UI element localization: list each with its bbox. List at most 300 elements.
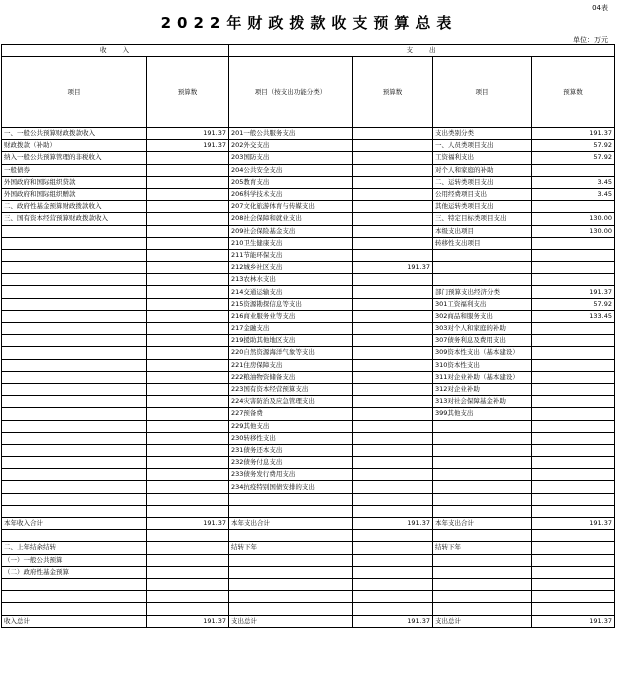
amount-cell: [353, 188, 433, 200]
item-cell: [433, 444, 532, 456]
table-row: [2, 128, 615, 140]
amount-cell: [353, 140, 433, 152]
amount-cell: [147, 310, 229, 322]
item-cell: 216商业服务业等支出: [229, 310, 353, 322]
table-row: [2, 371, 615, 383]
item-cell: 本年支出合计: [433, 518, 532, 530]
table-row: [2, 444, 615, 456]
item-cell: [433, 578, 532, 590]
amount-cell: [532, 457, 615, 469]
amount-cell: [353, 444, 433, 456]
amount-cell: [532, 530, 615, 542]
item-cell: [433, 603, 532, 615]
item-cell: [433, 530, 532, 542]
table-row: [2, 213, 615, 225]
item-cell: [433, 493, 532, 505]
table-row: [2, 432, 615, 444]
item-cell: [433, 566, 532, 578]
item-cell: [229, 493, 353, 505]
amount-cell: 191.37: [147, 615, 229, 627]
amount-cell: [147, 286, 229, 298]
amount-cell: [532, 164, 615, 176]
item-cell: 支出类别分类: [433, 128, 532, 140]
item-cell: 部门预算支出经济分类: [433, 286, 532, 298]
col-header-item3: 项目: [433, 57, 532, 128]
amount-cell: [532, 201, 615, 213]
item-cell: [2, 286, 147, 298]
item-cell: [2, 457, 147, 469]
table-row: [2, 323, 615, 335]
amount-cell: [147, 396, 229, 408]
amount-cell: [353, 164, 433, 176]
amount-cell: [147, 359, 229, 371]
amount-cell: [353, 591, 433, 603]
item-cell: [433, 591, 532, 603]
item-cell: [2, 335, 147, 347]
table-row: [2, 237, 615, 249]
amount-cell: [353, 286, 433, 298]
amount-cell: [353, 396, 433, 408]
amount-cell: [353, 213, 433, 225]
item-cell: 204公共安全支出: [229, 164, 353, 176]
amount-cell: [147, 371, 229, 383]
table-row: [2, 603, 615, 615]
item-cell: 二、上年结余结转: [2, 542, 147, 554]
amount-cell: [353, 469, 433, 481]
item-cell: [229, 578, 353, 590]
item-cell: 301工资福利支出: [433, 298, 532, 310]
item-cell: 215资源勘探信息等支出: [229, 298, 353, 310]
table-row: [2, 140, 615, 152]
item-cell: 本级支出项目: [433, 225, 532, 237]
table-row: [2, 335, 615, 347]
item-cell: 二、运转类项目支出: [433, 176, 532, 188]
item-cell: 231债务还本支出: [229, 444, 353, 456]
budget-table: [1, 44, 615, 628]
item-cell: [2, 310, 147, 322]
amount-cell: [353, 347, 433, 359]
amount-cell: [353, 493, 433, 505]
item-cell: 213农林水支出: [229, 274, 353, 286]
table-row: [2, 420, 615, 432]
table-row: [2, 615, 615, 627]
amount-cell: [532, 481, 615, 493]
amount-cell: [147, 469, 229, 481]
item-cell: 209社会保险基金支出: [229, 225, 353, 237]
amount-cell: [147, 530, 229, 542]
item-cell: 外国政府和国际组织赠款: [2, 188, 147, 200]
item-cell: 234抗疫特别国债安排的支出: [229, 481, 353, 493]
table-row: [2, 578, 615, 590]
amount-cell: [353, 603, 433, 615]
item-cell: 222粮油物资储备支出: [229, 371, 353, 383]
amount-cell: [147, 566, 229, 578]
table-row: [2, 249, 615, 261]
amount-cell: [147, 274, 229, 286]
item-cell: 208社会保障和就业支出: [229, 213, 353, 225]
item-cell: 207文化旅游体育与传媒支出: [229, 201, 353, 213]
item-cell: 302商品和服务支出: [433, 310, 532, 322]
item-cell: 财政拨款（补助）: [2, 140, 147, 152]
item-cell: 303对个人和家庭的补助: [433, 323, 532, 335]
amount-cell: [532, 578, 615, 590]
item-cell: [2, 530, 147, 542]
amount-cell: [532, 603, 615, 615]
amount-cell: [353, 505, 433, 517]
amount-cell: [353, 274, 433, 286]
item-cell: 三、特定目标类项目支出: [433, 213, 532, 225]
table-row: [2, 505, 615, 517]
amount-cell: [532, 542, 615, 554]
amount-cell: [147, 201, 229, 213]
amount-cell: [353, 371, 433, 383]
item-cell: [2, 237, 147, 249]
amount-cell: [532, 554, 615, 566]
item-cell: [433, 481, 532, 493]
table-row: [2, 225, 615, 237]
amount-cell: [147, 213, 229, 225]
item-cell: 结转下年: [433, 542, 532, 554]
item-cell: [433, 274, 532, 286]
item-cell: [433, 262, 532, 274]
table-row: [2, 176, 615, 188]
amount-cell: 191.37: [147, 140, 229, 152]
item-cell: 公用经费项目支出: [433, 188, 532, 200]
amount-cell: [147, 237, 229, 249]
item-cell: 310资本性支出: [433, 359, 532, 371]
amount-cell: [532, 237, 615, 249]
amount-cell: [353, 201, 433, 213]
table-code: 04表: [592, 4, 608, 12]
amount-cell: [532, 469, 615, 481]
item-cell: 221住房保障支出: [229, 359, 353, 371]
item-cell: 307债务利息及费用支出: [433, 335, 532, 347]
item-cell: 223国有资本经营预算支出: [229, 383, 353, 395]
amount-cell: [353, 335, 433, 347]
item-cell: 本年支出合计: [229, 518, 353, 530]
amount-cell: [147, 432, 229, 444]
item-cell: 结转下年: [229, 542, 353, 554]
table-row: [2, 298, 615, 310]
item-cell: [229, 554, 353, 566]
item-cell: [2, 371, 147, 383]
amount-cell: 130.00: [532, 213, 615, 225]
amount-cell: 191.37: [532, 518, 615, 530]
col-header-budget: 预算数: [147, 57, 229, 128]
item-cell: [2, 225, 147, 237]
amount-cell: [532, 432, 615, 444]
amount-cell: [353, 408, 433, 420]
amount-cell: [147, 505, 229, 517]
amount-cell: 130.00: [532, 225, 615, 237]
amount-cell: 191.37: [532, 615, 615, 627]
amount-cell: 57.92: [532, 140, 615, 152]
table-row: [2, 542, 615, 554]
item-cell: 201一般公共服务支出: [229, 128, 353, 140]
amount-cell: [147, 298, 229, 310]
table-row: [2, 396, 615, 408]
item-cell: [2, 249, 147, 261]
item-cell: [433, 457, 532, 469]
item-cell: [2, 591, 147, 603]
amount-cell: [353, 225, 433, 237]
amount-cell: [147, 383, 229, 395]
item-cell: 212城乡社区支出: [229, 262, 353, 274]
item-cell: 三、国有资本经营预算财政拨款收入: [2, 213, 147, 225]
item-cell: [2, 578, 147, 590]
amount-cell: [147, 176, 229, 188]
amount-cell: [532, 383, 615, 395]
section-header-row: [2, 45, 615, 57]
item-cell: （一）一般公共预算: [2, 554, 147, 566]
amount-cell: 191.37: [353, 262, 433, 274]
amount-cell: [147, 164, 229, 176]
col-header-budget2: 预算数: [353, 57, 433, 128]
amount-cell: [353, 383, 433, 395]
amount-cell: [532, 566, 615, 578]
amount-cell: [147, 444, 229, 456]
amount-cell: [147, 262, 229, 274]
amount-cell: [147, 249, 229, 261]
item-cell: 217金融支出: [229, 323, 353, 335]
amount-cell: [353, 554, 433, 566]
amount-cell: [353, 359, 433, 371]
item-cell: 205教育支出: [229, 176, 353, 188]
amount-cell: 191.37: [532, 128, 615, 140]
amount-cell: [353, 457, 433, 469]
amount-cell: [353, 542, 433, 554]
item-cell: 支出总计: [433, 615, 532, 627]
item-cell: 311对企业补助（基本建设）: [433, 371, 532, 383]
amount-cell: 191.37: [353, 518, 433, 530]
item-cell: [2, 469, 147, 481]
amount-cell: [353, 481, 433, 493]
amount-cell: 191.37: [147, 518, 229, 530]
item-cell: [433, 420, 532, 432]
item-cell: 312对企业补助: [433, 383, 532, 395]
amount-cell: [532, 420, 615, 432]
income-section-header: 收 入: [2, 45, 229, 57]
amount-cell: [147, 457, 229, 469]
table-row: [2, 481, 615, 493]
amount-cell: [147, 152, 229, 164]
item-cell: [229, 530, 353, 542]
table-row: [2, 408, 615, 420]
item-cell: 支出总计: [229, 615, 353, 627]
table-row: [2, 310, 615, 322]
amount-cell: [532, 359, 615, 371]
item-cell: 本年收入合计: [2, 518, 147, 530]
table-row: [2, 457, 615, 469]
item-cell: 211节能环保支出: [229, 249, 353, 261]
unit-label: 单位：万元: [573, 36, 608, 44]
item-cell: [433, 432, 532, 444]
table-row: [2, 152, 615, 164]
amount-cell: [532, 249, 615, 261]
amount-cell: [532, 371, 615, 383]
item-cell: 收入总计: [2, 615, 147, 627]
amount-cell: [147, 542, 229, 554]
amount-cell: [147, 420, 229, 432]
amount-cell: [147, 335, 229, 347]
item-cell: 二、政府性基金预算财政拨款收入: [2, 201, 147, 213]
item-cell: 399其他支出: [433, 408, 532, 420]
item-cell: [433, 554, 532, 566]
amount-cell: [532, 274, 615, 286]
amount-cell: [147, 554, 229, 566]
item-cell: [433, 469, 532, 481]
amount-cell: [532, 505, 615, 517]
item-cell: 一、人员类项目支出: [433, 140, 532, 152]
amount-cell: 57.92: [532, 298, 615, 310]
amount-cell: [532, 335, 615, 347]
table-row: [2, 518, 615, 530]
item-cell: [2, 274, 147, 286]
amount-cell: [353, 298, 433, 310]
table-row: [2, 286, 615, 298]
amount-cell: [532, 493, 615, 505]
item-cell: [433, 249, 532, 261]
item-cell: 其他运转类项目支出: [433, 201, 532, 213]
table-row: [2, 493, 615, 505]
item-cell: [2, 505, 147, 517]
amount-cell: [353, 152, 433, 164]
item-cell: 313对社会保障基金补助: [433, 396, 532, 408]
amount-cell: 3.45: [532, 188, 615, 200]
item-cell: 219援助其他地区支出: [229, 335, 353, 347]
item-cell: [2, 493, 147, 505]
item-cell: [2, 323, 147, 335]
amount-cell: [147, 188, 229, 200]
col-header-budget3: 预算数: [532, 57, 615, 128]
amount-cell: [532, 591, 615, 603]
item-cell: 对个人和家庭的补助: [433, 164, 532, 176]
amount-cell: [353, 566, 433, 578]
col-header-func-item: 项目（按支出功能分类）: [229, 57, 353, 128]
table-row: [2, 201, 615, 213]
item-cell: 229其他支出: [229, 420, 353, 432]
item-cell: [433, 505, 532, 517]
item-cell: [2, 481, 147, 493]
amount-cell: [353, 128, 433, 140]
column-header-row: [2, 57, 615, 128]
table-row: [2, 530, 615, 542]
table-row: [2, 591, 615, 603]
item-cell: 224灾害防治及应急管理支出: [229, 396, 353, 408]
amount-cell: [147, 323, 229, 335]
amount-cell: [147, 481, 229, 493]
item-cell: [2, 396, 147, 408]
amount-cell: 133.45: [532, 310, 615, 322]
amount-cell: [353, 578, 433, 590]
amount-cell: [353, 310, 433, 322]
amount-cell: 191.37: [353, 615, 433, 627]
item-cell: [2, 432, 147, 444]
item-cell: 220自然资源海洋气象等支出: [229, 347, 353, 359]
item-cell: [2, 408, 147, 420]
item-cell: 230转移性支出: [229, 432, 353, 444]
item-cell: 203国防支出: [229, 152, 353, 164]
amount-cell: [532, 347, 615, 359]
item-cell: [229, 603, 353, 615]
item-cell: （二）政府性基金预算: [2, 566, 147, 578]
item-cell: 233债务发行费用支出: [229, 469, 353, 481]
amount-cell: [353, 432, 433, 444]
item-cell: [2, 298, 147, 310]
item-cell: 309资本性支出（基本建设）: [433, 347, 532, 359]
table-row: [2, 566, 615, 578]
item-cell: [2, 262, 147, 274]
amount-cell: [147, 347, 229, 359]
col-header-item: 项目: [2, 57, 147, 128]
amount-cell: [353, 530, 433, 542]
amount-cell: 191.37: [532, 286, 615, 298]
amount-cell: [147, 493, 229, 505]
amount-cell: [147, 408, 229, 420]
item-cell: 227预备费: [229, 408, 353, 420]
item-cell: 转移性支出项目: [433, 237, 532, 249]
item-cell: 210卫生健康支出: [229, 237, 353, 249]
amount-cell: [353, 249, 433, 261]
item-cell: 纳入一般公共预算管理的非税收入: [2, 152, 147, 164]
amount-cell: 57.92: [532, 152, 615, 164]
amount-cell: [147, 603, 229, 615]
item-cell: [2, 420, 147, 432]
amount-cell: [532, 408, 615, 420]
table-row: [2, 274, 615, 286]
amount-cell: [147, 591, 229, 603]
amount-cell: [532, 323, 615, 335]
item-cell: 214交通运输支出: [229, 286, 353, 298]
amount-cell: [147, 225, 229, 237]
amount-cell: [532, 444, 615, 456]
amount-cell: [532, 262, 615, 274]
amount-cell: [353, 237, 433, 249]
table-row: [2, 359, 615, 371]
item-cell: [229, 591, 353, 603]
item-cell: [2, 347, 147, 359]
item-cell: [229, 566, 353, 578]
item-cell: 外国政府和国际组织贷款: [2, 176, 147, 188]
item-cell: 一、一般公共预算财政拨款收入: [2, 128, 147, 140]
item-cell: [229, 505, 353, 517]
amount-cell: 3.45: [532, 176, 615, 188]
table-row: [2, 383, 615, 395]
item-cell: 202外交支出: [229, 140, 353, 152]
item-cell: 工资福利支出: [433, 152, 532, 164]
table-row: [2, 469, 615, 481]
page-title: 2022年财政拨款收支预算总表: [160, 14, 458, 32]
amount-cell: 191.37: [147, 128, 229, 140]
amount-cell: [353, 323, 433, 335]
item-cell: 232债务付息支出: [229, 457, 353, 469]
table-row: [2, 188, 615, 200]
amount-cell: [147, 578, 229, 590]
amount-cell: [353, 176, 433, 188]
table-row: [2, 262, 615, 274]
item-cell: [2, 444, 147, 456]
table-row: [2, 164, 615, 176]
item-cell: 一般债券: [2, 164, 147, 176]
item-cell: [2, 603, 147, 615]
table-row: [2, 347, 615, 359]
table-row: [2, 554, 615, 566]
item-cell: [2, 383, 147, 395]
expense-section-header: 支 出: [229, 45, 615, 57]
amount-cell: [353, 420, 433, 432]
item-cell: [2, 359, 147, 371]
item-cell: 206科学技术支出: [229, 188, 353, 200]
